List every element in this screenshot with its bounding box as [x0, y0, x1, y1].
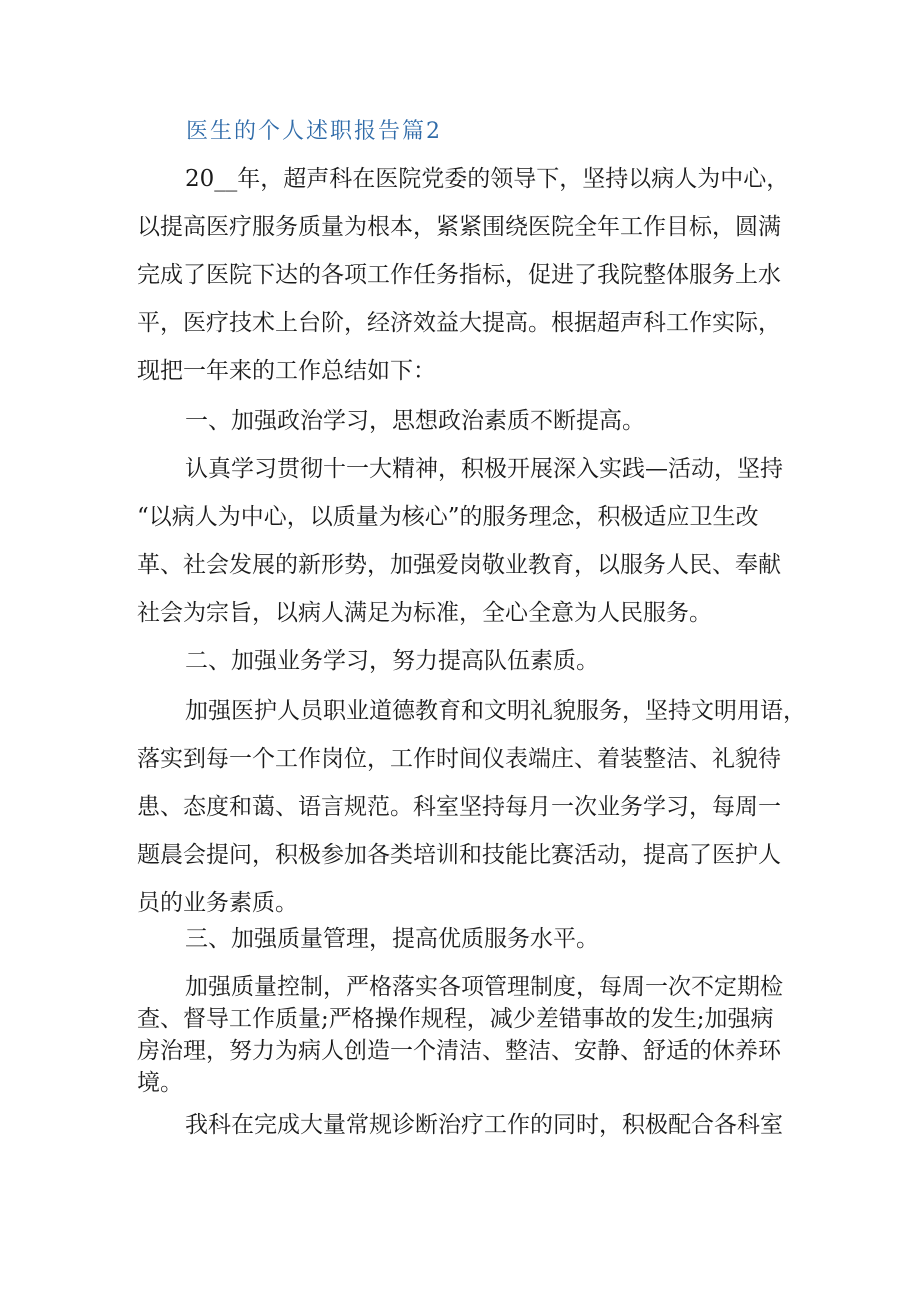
paragraph-line: 现把一年来的工作总结如下：: [137, 358, 436, 384]
paragraph-line: “以病人为中心，以质量为核心”的服务理念，积极适应卫生改: [137, 504, 759, 530]
paragraph-line: 完成了医院下达的各项工作任务指标，促进了我院整体服务上水: [137, 262, 781, 288]
heading-line: 二、加强业务学习，努力提高队伍素质。: [185, 648, 599, 674]
paragraph-line: 患、态度和蔼、语言规范。科室坚持每月一次业务学习，每周一: [137, 794, 781, 820]
paragraph-line: 加强质量控制，严格落实各项管理制度，每周一次不定期检: [185, 974, 783, 1000]
document-title: 医生的个人述职报告篇2: [186, 119, 442, 144]
paragraph-line: 员的业务素质。: [137, 890, 298, 916]
paragraph-line: 以提高医疗服务质量为根本，紧紧围绕医院全年工作目标，圆满: [137, 214, 781, 240]
paragraph-line: 查、督导工作质量;严格操作规程，减少差错事故的发生;加强病: [137, 1006, 774, 1032]
paragraph-line: 20__年，超声科在医院党委的领导下，坚持以病人为中心，: [185, 166, 790, 192]
paragraph-line: 革、社会发展的新形势，加强爱岗敬业教育，以服务人民、奉献: [137, 552, 781, 578]
paragraph-line: 平，医疗技术上台阶，经济效益大提高。根据超声科工作实际，: [137, 310, 781, 336]
paragraph-line: 加强医护人员职业道德教育和文明礼貌服务，坚持文明用语，: [185, 698, 806, 724]
paragraph-line: 房治理，努力为病人创造一个清洁、整洁、安静、舒适的休养环: [137, 1038, 781, 1064]
paragraph-line: 社会为宗旨，以病人满足为标准，全心全意为人民服务。: [137, 600, 712, 626]
paragraph-line: 我科在完成大量常规诊断治疗工作的同时，积极配合各科室: [185, 1112, 783, 1138]
paragraph-line: 认真学习贯彻十一大精神，积极开展深入实践—活动，坚持: [185, 456, 783, 482]
paragraph-line: 题晨会提问，积极参加各类培训和技能比赛活动，提高了医护人: [137, 842, 781, 868]
heading-line: 一、加强政治学习，思想政治素质不断提高。: [185, 408, 645, 434]
paragraph-line: 境。: [137, 1070, 183, 1096]
paragraph-line: 落实到每一个工作岗位，工作时间仪表端庄、着装整洁、礼貌待: [137, 746, 781, 772]
heading-line: 三、加强质量管理，提高优质服务水平。: [185, 926, 599, 952]
